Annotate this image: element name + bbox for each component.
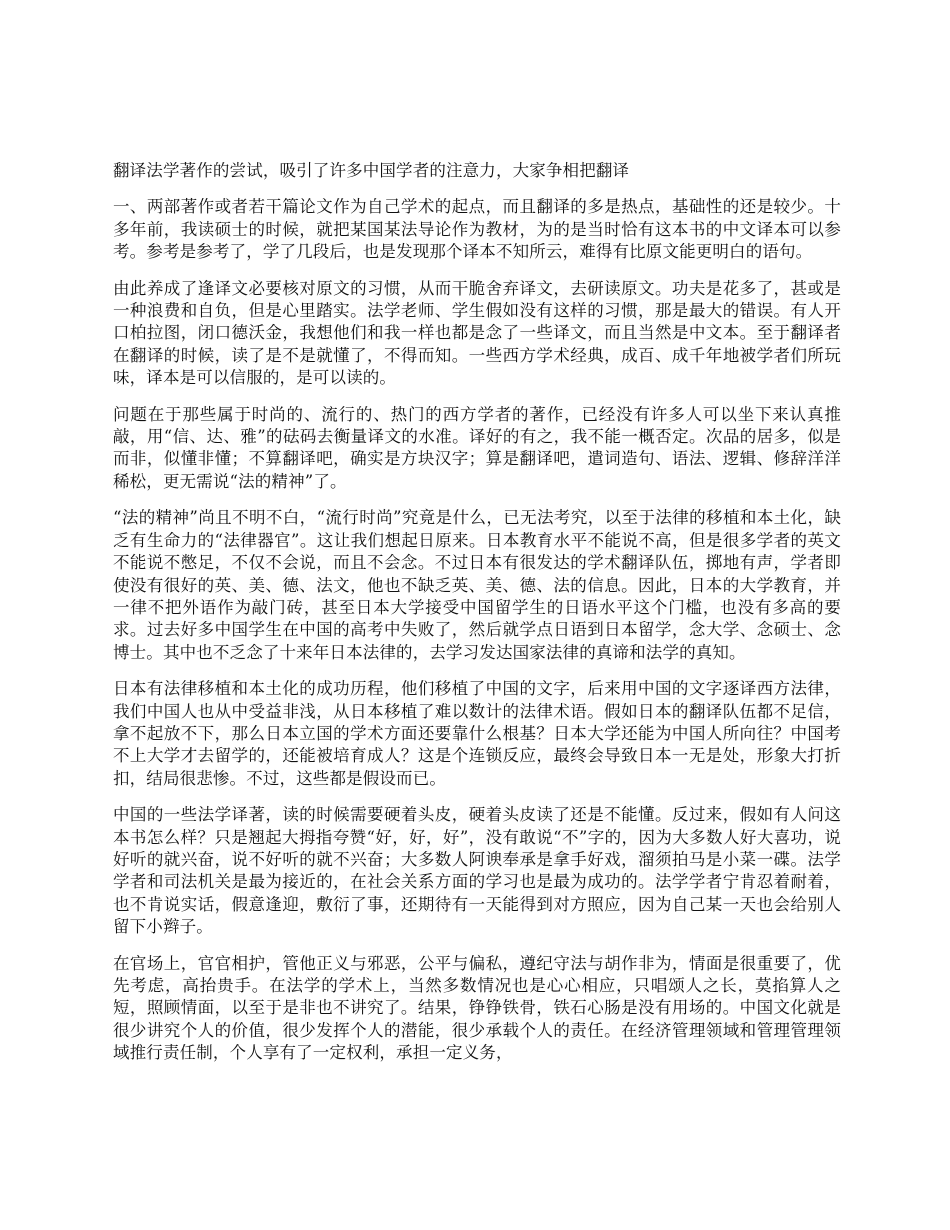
- paragraph-5: 日本有法律移植和本土化的成功历程，他们移植了中国的文字，后来用中国的文字逐译西方法律，我们中国人也从中受益非浅，从日本移植了难以数计的法律术语。假如日本的翻译队伍都不足信，拿不起放不下，那么日本立国的学术方面还要靠什么根基？日本大学还能为中国人所向往？中国考不上大学才去留学的，还能被培育成人？这是个连锁反应，最终会导致日本一无是处，形象大打折扣，结局很悲惨。不过，这些都是假设而已。: [113, 679, 841, 788]
- paragraph-2: 由此养成了逢译文必要核对原文的习惯，从而干脆舍弃译文，去研读原文。功夫是花多了，甚或是一种浪费和自负，但是心里踏实。法学老师、学生假如没有这样的习惯，那是最大的错误。有人开口柏拉图，闭口德沃金，我想他们和我一样也都是念了一些译文，而且当然是中文本。至于翻译者在翻译的时候，读了是不是就懂了，不得而知。一些西方学术经典，成百、成千年地被学者们所玩味，译本是可以信服的，是可以读的。: [113, 278, 841, 388]
- paragraph-3: 问题在于那些属于时尚的、流行的、热门的西方学者的著作，已经没有许多人可以坐下来认真推敲，用“信、达、雅”的砝码去衡量译文的水准。译好的有之，我不能一概否定。次品的居多，似是而非，似懂非懂；不算翻译吧，确实是方块汉字；算是翻译吧，遣词造句、语法、逻辑、修辞洋洋稀松，更无需说“法的精神”了。: [113, 404, 841, 491]
- paragraph-4: “法的精神”尚且不明不白，“流行时尚”究竟是什么，已无法考究，以至于法律的移植和本土化，缺乏有生命力的“法律器官”。这让我们想起日原来。日本教育水平不能说不高，但是很多学者的英文不能说不憋足，不仅不会说，而且不会念。不过日本有很发达的学术翻译队伍，掷地有声，学者即使没有很好的英、美、德、法文，他也不缺乏英、美、德、法的信息。因此，日本的大学教育，并一律不把外语作为敲门砖，甚至日本大学接受中国留学生的日语水平这个门槛，也没有多高的要求。过去好多中国学生在中国的高考中失败了，然后就学点日语到日本留学，念大学、念硕士、念博士。其中也不乏念了十来年日本法律的，去学习发达国家法律的真谛和法学的真知。: [113, 508, 841, 662]
- paragraph-1: 一、两部著作或者若干篇论文作为自己学术的起点，而且翻译的多是热点，基础性的还是较少。十多年前，我读硕士的时候，就把某国某法导论作为教材，为的是当时恰有这本书的中文译本可以参考。参考是参考了，学了几段后，也是发现那个译本不知所云，难得有比原文能更明白的语句。: [113, 197, 841, 262]
- paragraph-6: 中国的一些法学译著，读的时候需要硬着头皮，硬着头皮读了还是不能懂。反过来，假如有人问这本书怎么样？只是翘起大拇指夸赞“好，好，好”，没有敢说“不”字的，因为大多数人好大喜功，说好听的就兴奋，说不好听的就不兴奋；大多数人阿谀奉承是拿手好戏，溜须拍马是小菜一碟。法学学者和司法机关是最为接近的，在社会关系方面的学习也是最为成功的。法学学者宁肯忍着耐着，也不肯说实话，假意逢迎，敷衍了事，还期待有一天能得到对方照应，因为自己某一天也会给别人留下小辫子。: [113, 805, 841, 937]
- paragraph-intro: 翻译法学著作的尝试，吸引了许多中国学者的注意力，大家争相把翻译: [113, 161, 630, 180]
- paragraph-7: 在官场上，官官相护，管他正义与邪恶，公平与偏私，遵纪守法与胡作非为，情面是很重要了，优先考虑，高抬贵手。在法学的学术上，当然多数情况也是心心相应，只唱颂人之长，莫掐算人之短，照顾情面，以至于是非也不讲究了。结果，铮铮铁骨，铁石心肠是没有用场的。中国文化就是很少讲究个人的价值，很少发挥个人的潜能，很少承载个人的责任。在经济管理领域和管理管理领域推行责任制，个人享有了一定权利，承担一定义务，: [113, 953, 841, 1063]
- document-body: [113, 160, 841, 1079]
